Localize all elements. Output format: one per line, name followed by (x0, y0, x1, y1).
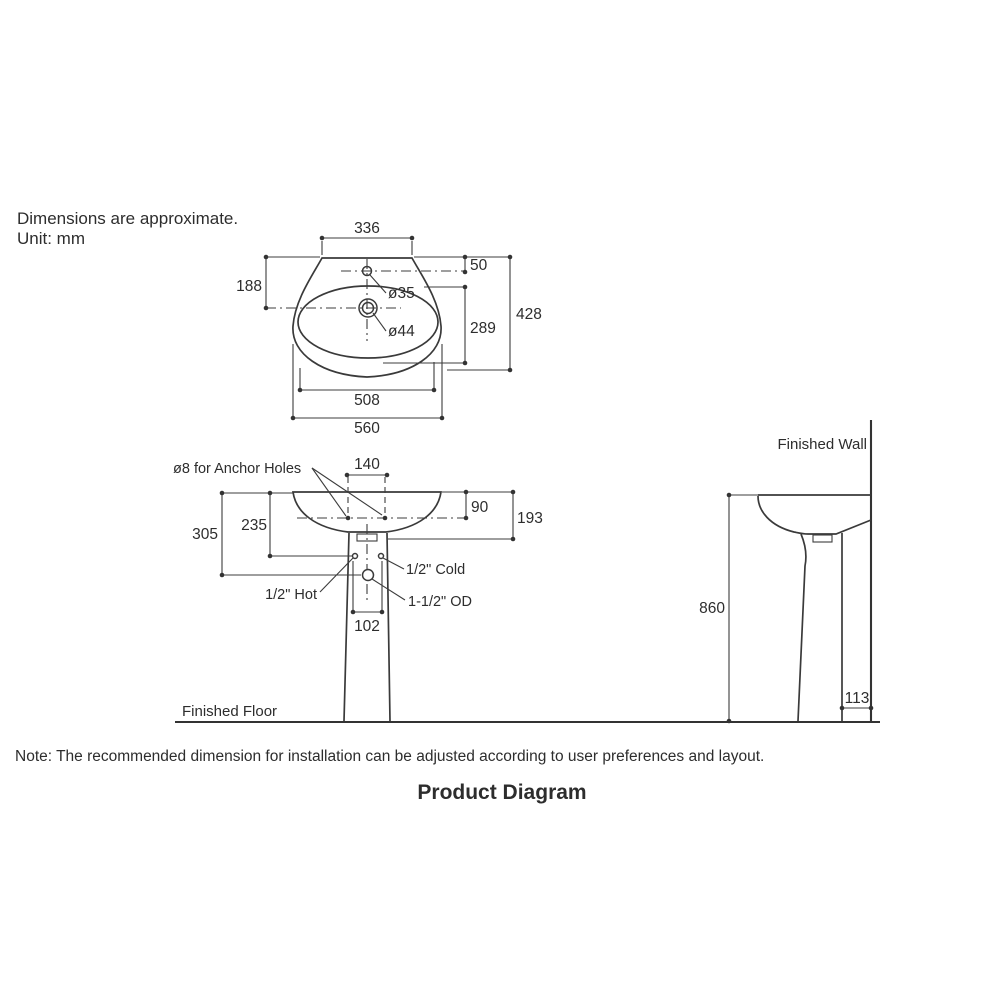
top-view (236, 220, 542, 437)
pedestal-front-side (798, 534, 806, 721)
hot-label: 1/2" Hot (265, 587, 317, 603)
od-label: 1-1/2" OD (408, 594, 472, 610)
dim-508 (298, 362, 437, 409)
front-view (173, 456, 880, 722)
dim-140 (345, 456, 390, 477)
bowl-outline-side (758, 496, 871, 534)
hot-supply-hole (353, 554, 358, 559)
dim-193 (388, 490, 543, 542)
dim-508-label: 508 (354, 392, 380, 409)
basin-outline (298, 286, 438, 358)
dim-235-label: 235 (241, 517, 267, 534)
callout-faucet-hole (370, 275, 415, 302)
dim-305-label: 305 (192, 526, 218, 543)
dim-860-label: 860 (699, 600, 725, 617)
cold-label: 1/2" Cold (406, 562, 466, 578)
dim-336-label: 336 (354, 220, 380, 237)
dim-113-label: 113 (844, 690, 870, 707)
dim-305 (192, 491, 361, 578)
header-line1: Dimensions are approximate. (17, 209, 239, 228)
dim-560-label: 560 (354, 420, 380, 437)
callout-cold (383, 558, 465, 578)
callout-anchor-holes (173, 461, 382, 516)
dim-860 (699, 493, 731, 724)
anchor-point-left (346, 516, 351, 521)
finished-wall-label: Finished Wall (777, 436, 867, 453)
page-title: Product Diagram (417, 781, 587, 804)
dim-140-label: 140 (354, 456, 380, 473)
drain-hole-label: ø44 (388, 323, 415, 340)
side-view (699, 420, 873, 723)
finished-floor-label: Finished Floor (182, 703, 278, 720)
faucet-hole-label: ø35 (388, 285, 415, 302)
callout-hot (265, 558, 353, 603)
header (17, 209, 238, 248)
dim-428 (447, 255, 542, 373)
header-line2: Unit: mm (17, 229, 85, 248)
dim-193-label: 193 (517, 510, 543, 527)
dim-90-label: 90 (471, 499, 489, 516)
anchor-holes-label: ø8 for Anchor Holes (173, 461, 302, 477)
callout-drain-hole (373, 313, 415, 340)
waste-outlet-hole (363, 570, 374, 581)
note-text: Note: The recommended dimension for installation can be adjusted according to user preferences and layout. (15, 748, 765, 765)
dim-428-label: 428 (516, 306, 542, 323)
dim-188-label: 188 (236, 278, 262, 295)
dim-113 (840, 690, 874, 710)
anchor-point-right (383, 516, 388, 521)
overflow-detail-side (813, 535, 832, 542)
dim-102-label: 102 (354, 618, 380, 635)
dim-289-label: 289 (470, 320, 496, 337)
cold-supply-hole (379, 554, 384, 559)
dim-90 (464, 490, 489, 521)
dim-336 (320, 220, 415, 255)
dim-50-label: 50 (470, 257, 488, 274)
